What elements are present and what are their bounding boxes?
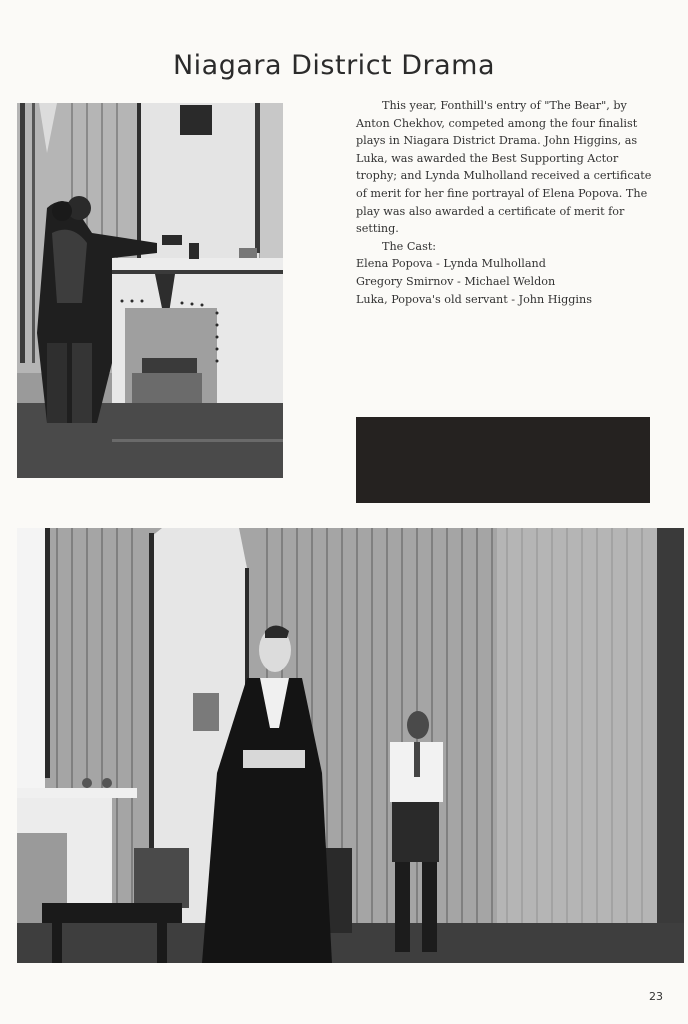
page-title: Niagara District Drama: [172, 50, 495, 81]
cast-line: Gregory Smirnov - Michael Weldon: [356, 274, 556, 288]
article-text: [356, 97, 656, 308]
cast-heading: The Cast:: [382, 239, 437, 253]
fireplace-photo-image: [17, 103, 283, 478]
cast-line: Elena Popova - Lynda Mulholland: [356, 257, 546, 271]
cast-line: Luka, Popova's old servant - John Higgins: [356, 292, 592, 306]
page-number: 23: [649, 990, 663, 1003]
fireplace-scene-photo: [17, 103, 283, 478]
article-paragraph: This year, Fonthill's entry of "The Bear", by Anton Chekhov, competed among the four finalist plays in Niagara District Drama. John Higgins, as Luka, was awarded the Best Supporting Actor trophy; and Lynda Mulholland received a certificate of merit for her fine portrayal of Elena Popova. The play was also awarded a certificate of merit for setting.: [356, 99, 652, 236]
black-placeholder-box: [356, 417, 650, 503]
stage-scene-photo: [17, 528, 684, 963]
stage-photo-image: [17, 528, 684, 963]
